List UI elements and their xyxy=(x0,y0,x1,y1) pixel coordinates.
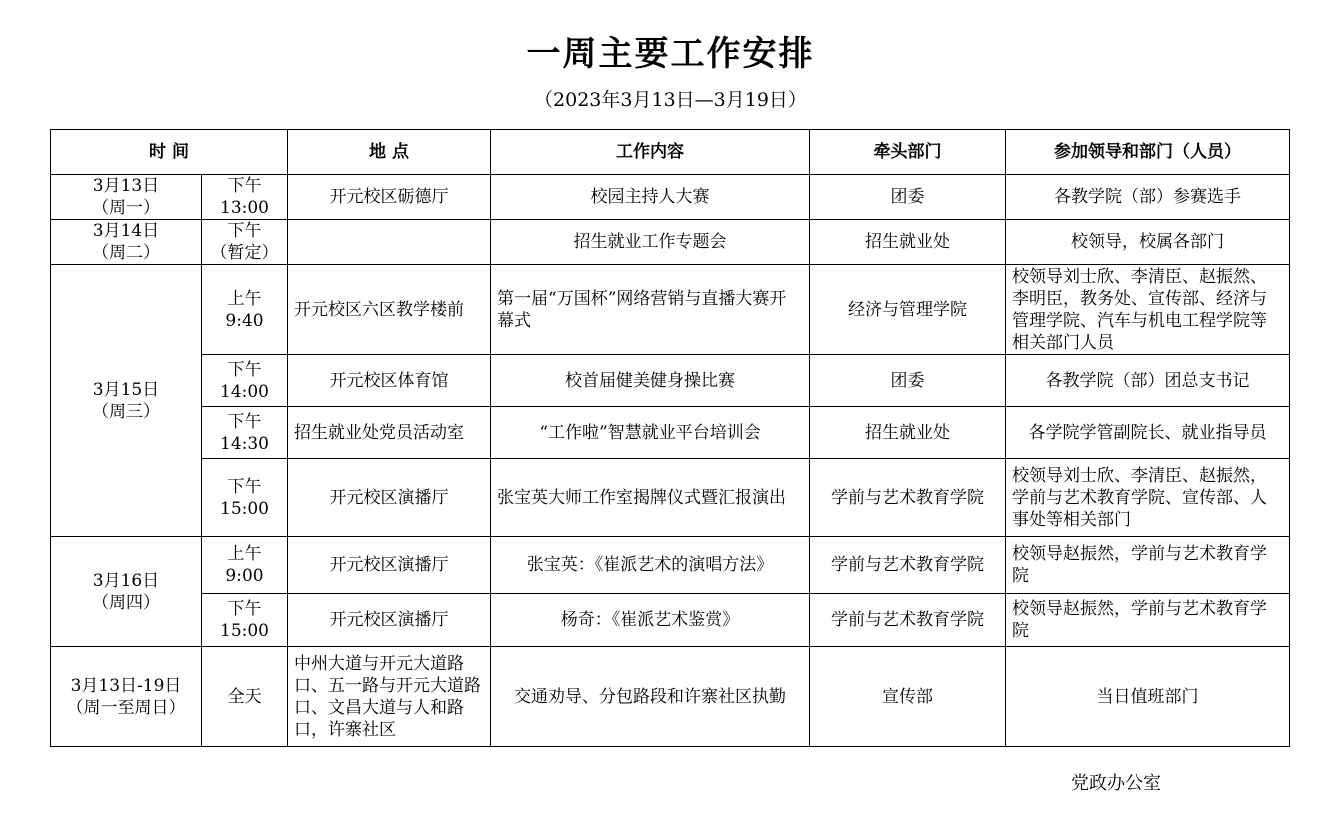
place-cell: 开元校区演播厅 xyxy=(288,459,491,537)
table-row xyxy=(51,355,1290,407)
participants-cell: 各教学院（部）团总支书记 xyxy=(1006,355,1290,407)
content-cell: 校首届健美健身操比赛 xyxy=(491,355,810,407)
date-cell: 3月13日 （周一） xyxy=(51,175,202,220)
lead-cell: 招生就业处 xyxy=(810,220,1006,265)
date-range-subtitle: （2023年3月13日—3月19日） xyxy=(534,89,807,111)
header-place: 地 点 xyxy=(288,130,491,175)
place-cell: 开元校区砺德厅 xyxy=(288,175,491,220)
table-row xyxy=(51,220,1290,265)
date-cell: 3月13日-19日 （周一至周日） xyxy=(51,647,202,747)
participants-cell: 各教学院（部）参赛选手 xyxy=(1006,175,1290,220)
content-cell: 招生就业工作专题会 xyxy=(491,220,810,265)
time-cell: 下午 14:30 xyxy=(202,407,288,459)
participants-cell: 校领导刘士欣、李清臣、赵振然、李明臣，教务处、宣传部、经济与管理学院、汽车与机电工程学院等相关部门人员 xyxy=(1006,265,1290,355)
place-cell: 开元校区演播厅 xyxy=(288,594,491,647)
lead-cell: 学前与艺术教育学院 xyxy=(810,594,1006,647)
time-cell: 下午 13:00 xyxy=(202,175,288,220)
table-header-row xyxy=(51,130,1290,175)
place-cell: 中州大道与开元大道路口、五一路与开元大道路口、文昌大道与人和路口，许寨社区 xyxy=(288,647,491,747)
participants-cell: 校领导赵振然，学前与艺术教育学院 xyxy=(1006,594,1290,647)
table-row xyxy=(51,594,1290,647)
table-row xyxy=(51,459,1290,537)
header-participants: 参加领导和部门（人员） xyxy=(1006,130,1290,175)
place-cell: 开元校区体育馆 xyxy=(288,355,491,407)
content-cell: “工作啦”智慧就业平台培训会 xyxy=(491,407,810,459)
content-cell: 第一届“万国杯”网络营销与直播大赛开幕式 xyxy=(491,265,810,355)
lead-cell: 团委 xyxy=(810,175,1006,220)
table-row xyxy=(51,175,1290,220)
time-cell: 上午 9:40 xyxy=(202,265,288,355)
header-content: 工作内容 xyxy=(491,130,810,175)
participants-cell: 当日值班部门 xyxy=(1006,647,1290,747)
content-cell: 杨奇：《崔派艺术鉴赏》 xyxy=(491,594,810,647)
content-cell: 张宝英：《崔派艺术的演唱方法》 xyxy=(491,537,810,594)
table-row xyxy=(51,537,1290,594)
time-cell: 全天 xyxy=(202,647,288,747)
time-cell: 下午 15:00 xyxy=(202,594,288,647)
place-cell: 开元校区六区教学楼前 xyxy=(288,265,491,355)
table-row xyxy=(51,407,1290,459)
time-cell: 上午 9:00 xyxy=(202,537,288,594)
place-cell: 招生就业处党员活动室 xyxy=(288,407,491,459)
lead-cell: 经济与管理学院 xyxy=(810,265,1006,355)
lead-cell: 团委 xyxy=(810,355,1006,407)
lead-cell: 学前与艺术教育学院 xyxy=(810,459,1006,537)
place-cell xyxy=(288,220,491,265)
participants-cell: 各学院学管副院长、就业指导员 xyxy=(1006,407,1290,459)
lead-cell: 宣传部 xyxy=(810,647,1006,747)
content-cell: 交通劝导、分包路段和许寨社区执勤 xyxy=(491,647,810,747)
header-lead-department: 牵头部门 xyxy=(810,130,1006,175)
lead-cell: 招生就业处 xyxy=(810,407,1006,459)
table-row xyxy=(51,647,1290,747)
date-cell: 3月16日 （周四） xyxy=(51,537,202,647)
place-cell: 开元校区演播厅 xyxy=(288,537,491,594)
date-cell: 3月14日 （周二） xyxy=(51,220,202,265)
content-cell: 张宝英大师工作室揭牌仪式暨汇报演出 xyxy=(491,459,810,537)
participants-cell: 校领导赵振然，学前与艺术教育学院 xyxy=(1006,537,1290,594)
page-title: 一周主要工作安排 xyxy=(526,34,815,74)
date-cell: 3月15日 （周三） xyxy=(51,265,202,537)
time-cell: 下午 15:00 xyxy=(202,459,288,537)
participants-cell: 校领导刘士欣、李清臣、赵振然，学前与艺术教育学院、宣传部、人事处等相关部门 xyxy=(1006,459,1290,537)
lead-cell: 学前与艺术教育学院 xyxy=(810,537,1006,594)
content-cell: 校园主持人大赛 xyxy=(491,175,810,220)
header-time: 时 间 xyxy=(51,130,288,175)
participants-cell: 校领导，校属各部门 xyxy=(1006,220,1290,265)
time-cell: 下午 14:00 xyxy=(202,355,288,407)
schedule-table xyxy=(50,129,1290,747)
table-row xyxy=(51,265,1290,355)
issuing-office: 党政办公室 xyxy=(1071,773,1161,794)
time-cell: 下午 （暂定） xyxy=(202,220,288,265)
